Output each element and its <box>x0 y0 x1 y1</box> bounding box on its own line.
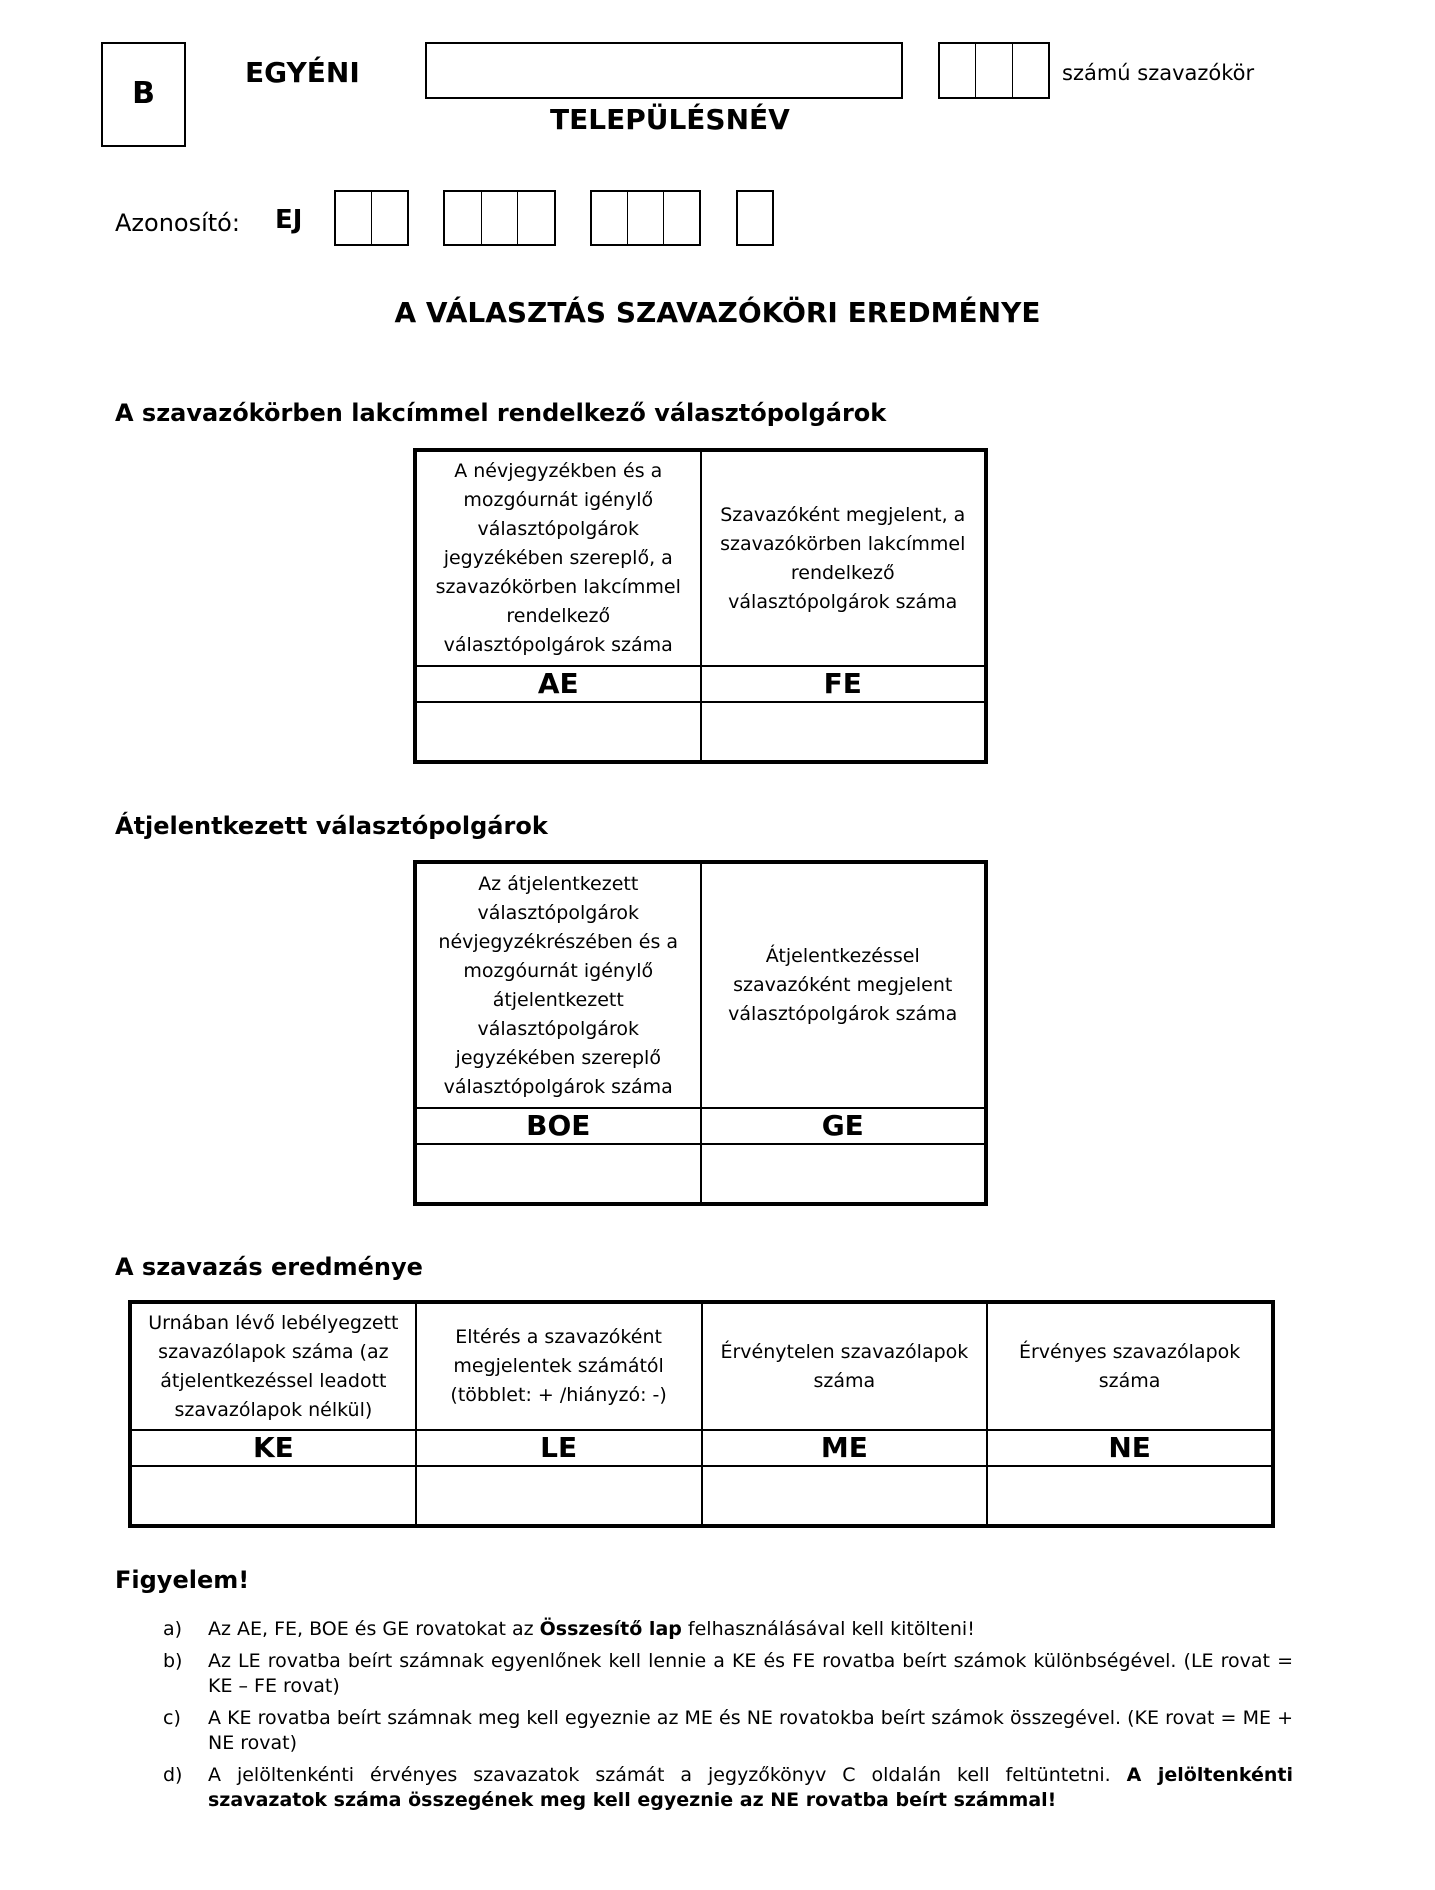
ge-description: Átjelentkezéssel szavazóként megjelent választópolgárok száma <box>701 862 987 1108</box>
note-d <box>163 1763 1293 1813</box>
ke-input-cell[interactable] <box>130 1466 416 1526</box>
form-type: EGYÉNI <box>245 56 360 89</box>
settlement-name-label: TELEPÜLÉSNÉV <box>550 103 790 136</box>
fe-code: FE <box>701 666 987 702</box>
settlement-name-field[interactable] <box>425 42 903 99</box>
fe-description: Szavazóként megjelent, a szavazókörben lakcímmel rendelkező választópolgárok száma <box>701 450 987 666</box>
ge-input-cell[interactable] <box>701 1144 987 1204</box>
id-field-2[interactable] <box>443 190 556 246</box>
ne-code: NE <box>987 1430 1273 1466</box>
ae-description: A névjegyzékben és a mozgóurnát igénylő választópolgárok jegyzékében szereplő, a szavazókörben lakcímmel rendelkező választópolgárok száma <box>415 450 701 666</box>
note-b-text: Az LE rovatba beírt számnak egyenlőnek kell lennie a KE és FE rovatba beírt számok különbségével. (LE rovat = KE – FE rovat) <box>208 1650 1293 1697</box>
section2-table <box>413 860 988 1206</box>
section3-table <box>128 1300 1275 1528</box>
me-description: Érvénytelen szavazólapok száma <box>702 1302 988 1430</box>
note-b-label: b) <box>163 1650 183 1672</box>
id-field-1[interactable] <box>334 190 409 246</box>
boe-input-cell[interactable] <box>415 1144 701 1204</box>
section1-heading: A szavazókörben lakcímmel rendelkező választópolgárok <box>115 399 887 427</box>
ge-code: GE <box>701 1108 987 1144</box>
note-c-text: A KE rovatba beírt számnak meg kell egyeznie az ME és NE rovatokba beírt számok összegével. (KE rovat = ME + NE rovat) <box>208 1707 1293 1754</box>
note-a-text: Az AE, FE, BOE és GE rovatokat az Összesítő lap felhasználásával kell kitölteni! <box>208 1618 975 1640</box>
me-input-cell[interactable] <box>702 1466 988 1526</box>
note-d-text: A jelöltenkénti érvényes szavazatok számát a jegyzőkönyv C oldalán kell feltüntetni. A jelöltenkénti szavazatok száma összegének meg kell egyeznie az NE rovatba beírt számmal! <box>208 1764 1293 1811</box>
le-input-cell[interactable] <box>416 1466 702 1526</box>
id-prefix: EJ <box>275 205 303 235</box>
section2-heading: Átjelentkezett választópolgárok <box>115 812 548 840</box>
note-c-label: c) <box>163 1707 181 1729</box>
section1-table <box>413 448 988 764</box>
ne-input-cell[interactable] <box>987 1466 1273 1526</box>
boe-code: BOE <box>415 1108 701 1144</box>
station-number-field[interactable] <box>938 42 1050 99</box>
note-c <box>163 1706 1293 1756</box>
page-title: A VÁLASZTÁS SZAVAZÓKÖRI EREDMÉNYE <box>394 296 1041 329</box>
id-field-3[interactable] <box>590 190 701 246</box>
le-description: Eltérés a szavazóként megjelentek számától (többlet: + /hiányzó: -) <box>416 1302 702 1430</box>
note-d-label: d) <box>163 1764 183 1786</box>
section3-heading: A szavazás eredménye <box>115 1253 423 1281</box>
id-field-4[interactable] <box>736 190 774 246</box>
ke-description: Urnában lévő lebélyegzett szavazólapok száma (az átjelentkezéssel leadott szavazólapok nélkül) <box>130 1302 416 1430</box>
fe-input-cell[interactable] <box>701 702 987 762</box>
note-a <box>163 1617 1293 1642</box>
ae-code: AE <box>415 666 701 702</box>
note-b <box>163 1649 1293 1699</box>
id-label: Azonosító: <box>115 209 240 237</box>
station-suffix: számú szavazókör <box>1062 61 1255 85</box>
form-letter: B <box>132 76 155 111</box>
attention-heading: Figyelem! <box>115 1566 250 1594</box>
ke-code: KE <box>130 1430 416 1466</box>
note-a-label: a) <box>163 1618 183 1640</box>
me-code: ME <box>702 1430 988 1466</box>
boe-description: Az átjelentkezett választópolgárok névjegyzékrészében és a mozgóurnát igénylő átjelentkezett választópolgárok jegyzékében szereplő választópolgárok száma <box>415 862 701 1108</box>
attention-notes <box>163 1617 1293 1820</box>
ne-description: Érvényes szavazólapok száma <box>987 1302 1273 1430</box>
le-code: LE <box>416 1430 702 1466</box>
ae-input-cell[interactable] <box>415 702 701 762</box>
